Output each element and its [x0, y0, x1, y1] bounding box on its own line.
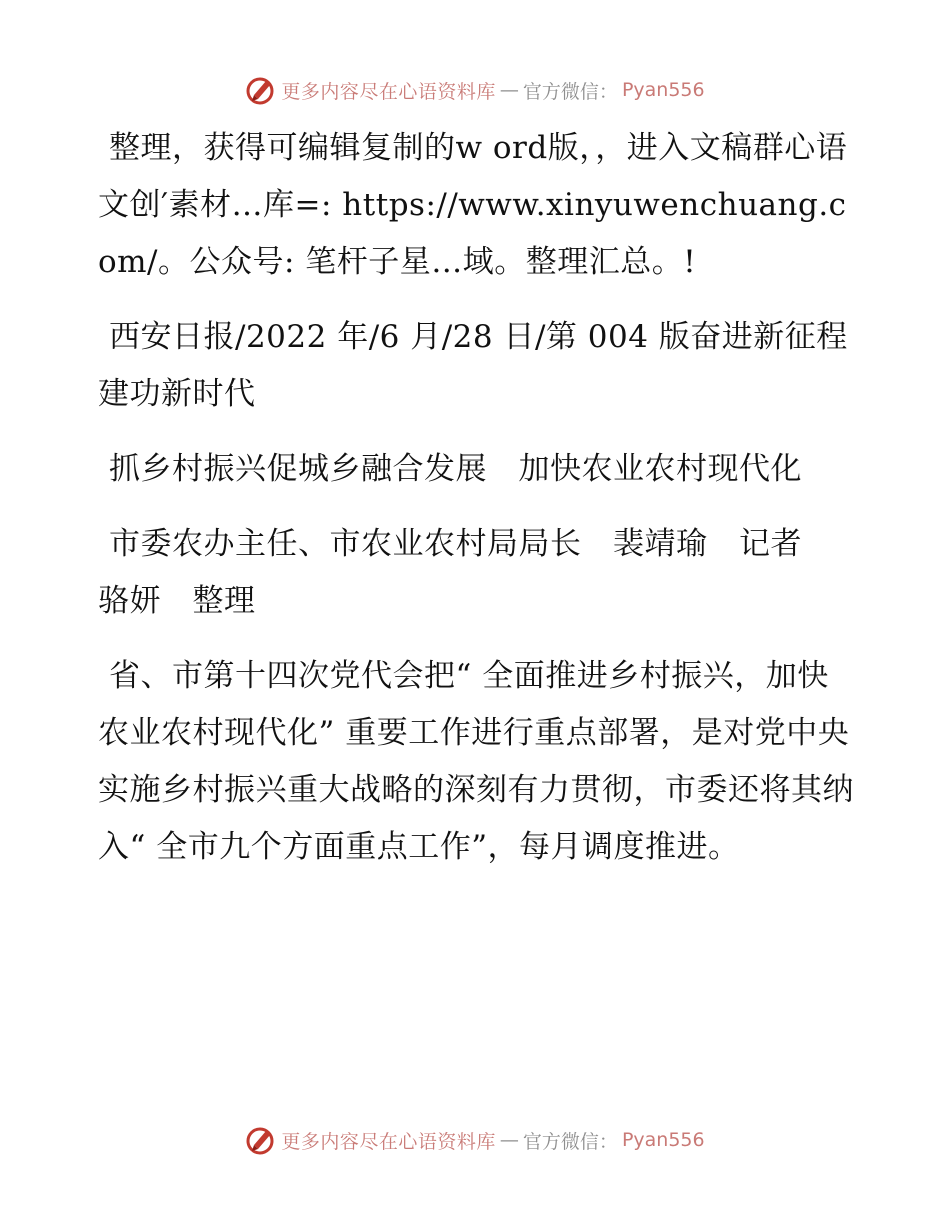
banner-wechat-id: Pyan556: [621, 1129, 705, 1151]
paragraph-headline: 抓乡村振兴促城乡融合发展 加快农业农村现代化: [109, 451, 802, 487]
header-banner-content: [245, 74, 704, 106]
pen-nib-logo-icon: [245, 1124, 277, 1156]
header-banner: [0, 70, 950, 110]
paragraph-body: 省、市第十四次党代会把“ 全面推进乡村振兴，加快农业农村现代化” 重要工作进行重点部署，是对党中央实施乡村振兴重大战略的深刻有力贯彻，市委还将其纳入“ 全市九个方面重点工作”，每月调度推进。: [98, 658, 854, 865]
paragraph-source: 西安日报/2022 年/6 月/28 日/第 004 版奋进新征程 建功新时代: [98, 319, 848, 412]
footer-banner-content: [245, 1124, 704, 1156]
banner-dash: —: [499, 1129, 519, 1151]
paragraph-byline: 市委农办主任、市农业农村局局长 裴靖瑜 记者 骆妍 整理: [98, 526, 834, 619]
banner-slogan: 更多内容尽在心语资料库: [281, 80, 496, 103]
footer-banner: [0, 1120, 950, 1160]
pen-nib-logo-icon: [245, 74, 277, 106]
banner-wechat-label: 官方微信：: [522, 1130, 618, 1153]
banner-wechat-id: Pyan556: [621, 79, 705, 101]
banner-wechat-label: 官方微信：: [522, 80, 618, 103]
banner-dash: —: [499, 79, 519, 101]
document-body: [98, 120, 858, 894]
paragraph-intro: 整理，获得可编辑复制的w ord版，，进入文稿群心语文创′素材…库=: https://www.xinyuwenchuang.com/。公众号: 笔杆子星…域。整理汇总。!: [98, 130, 848, 280]
banner-slogan: 更多内容尽在心语资料库: [281, 1130, 496, 1153]
